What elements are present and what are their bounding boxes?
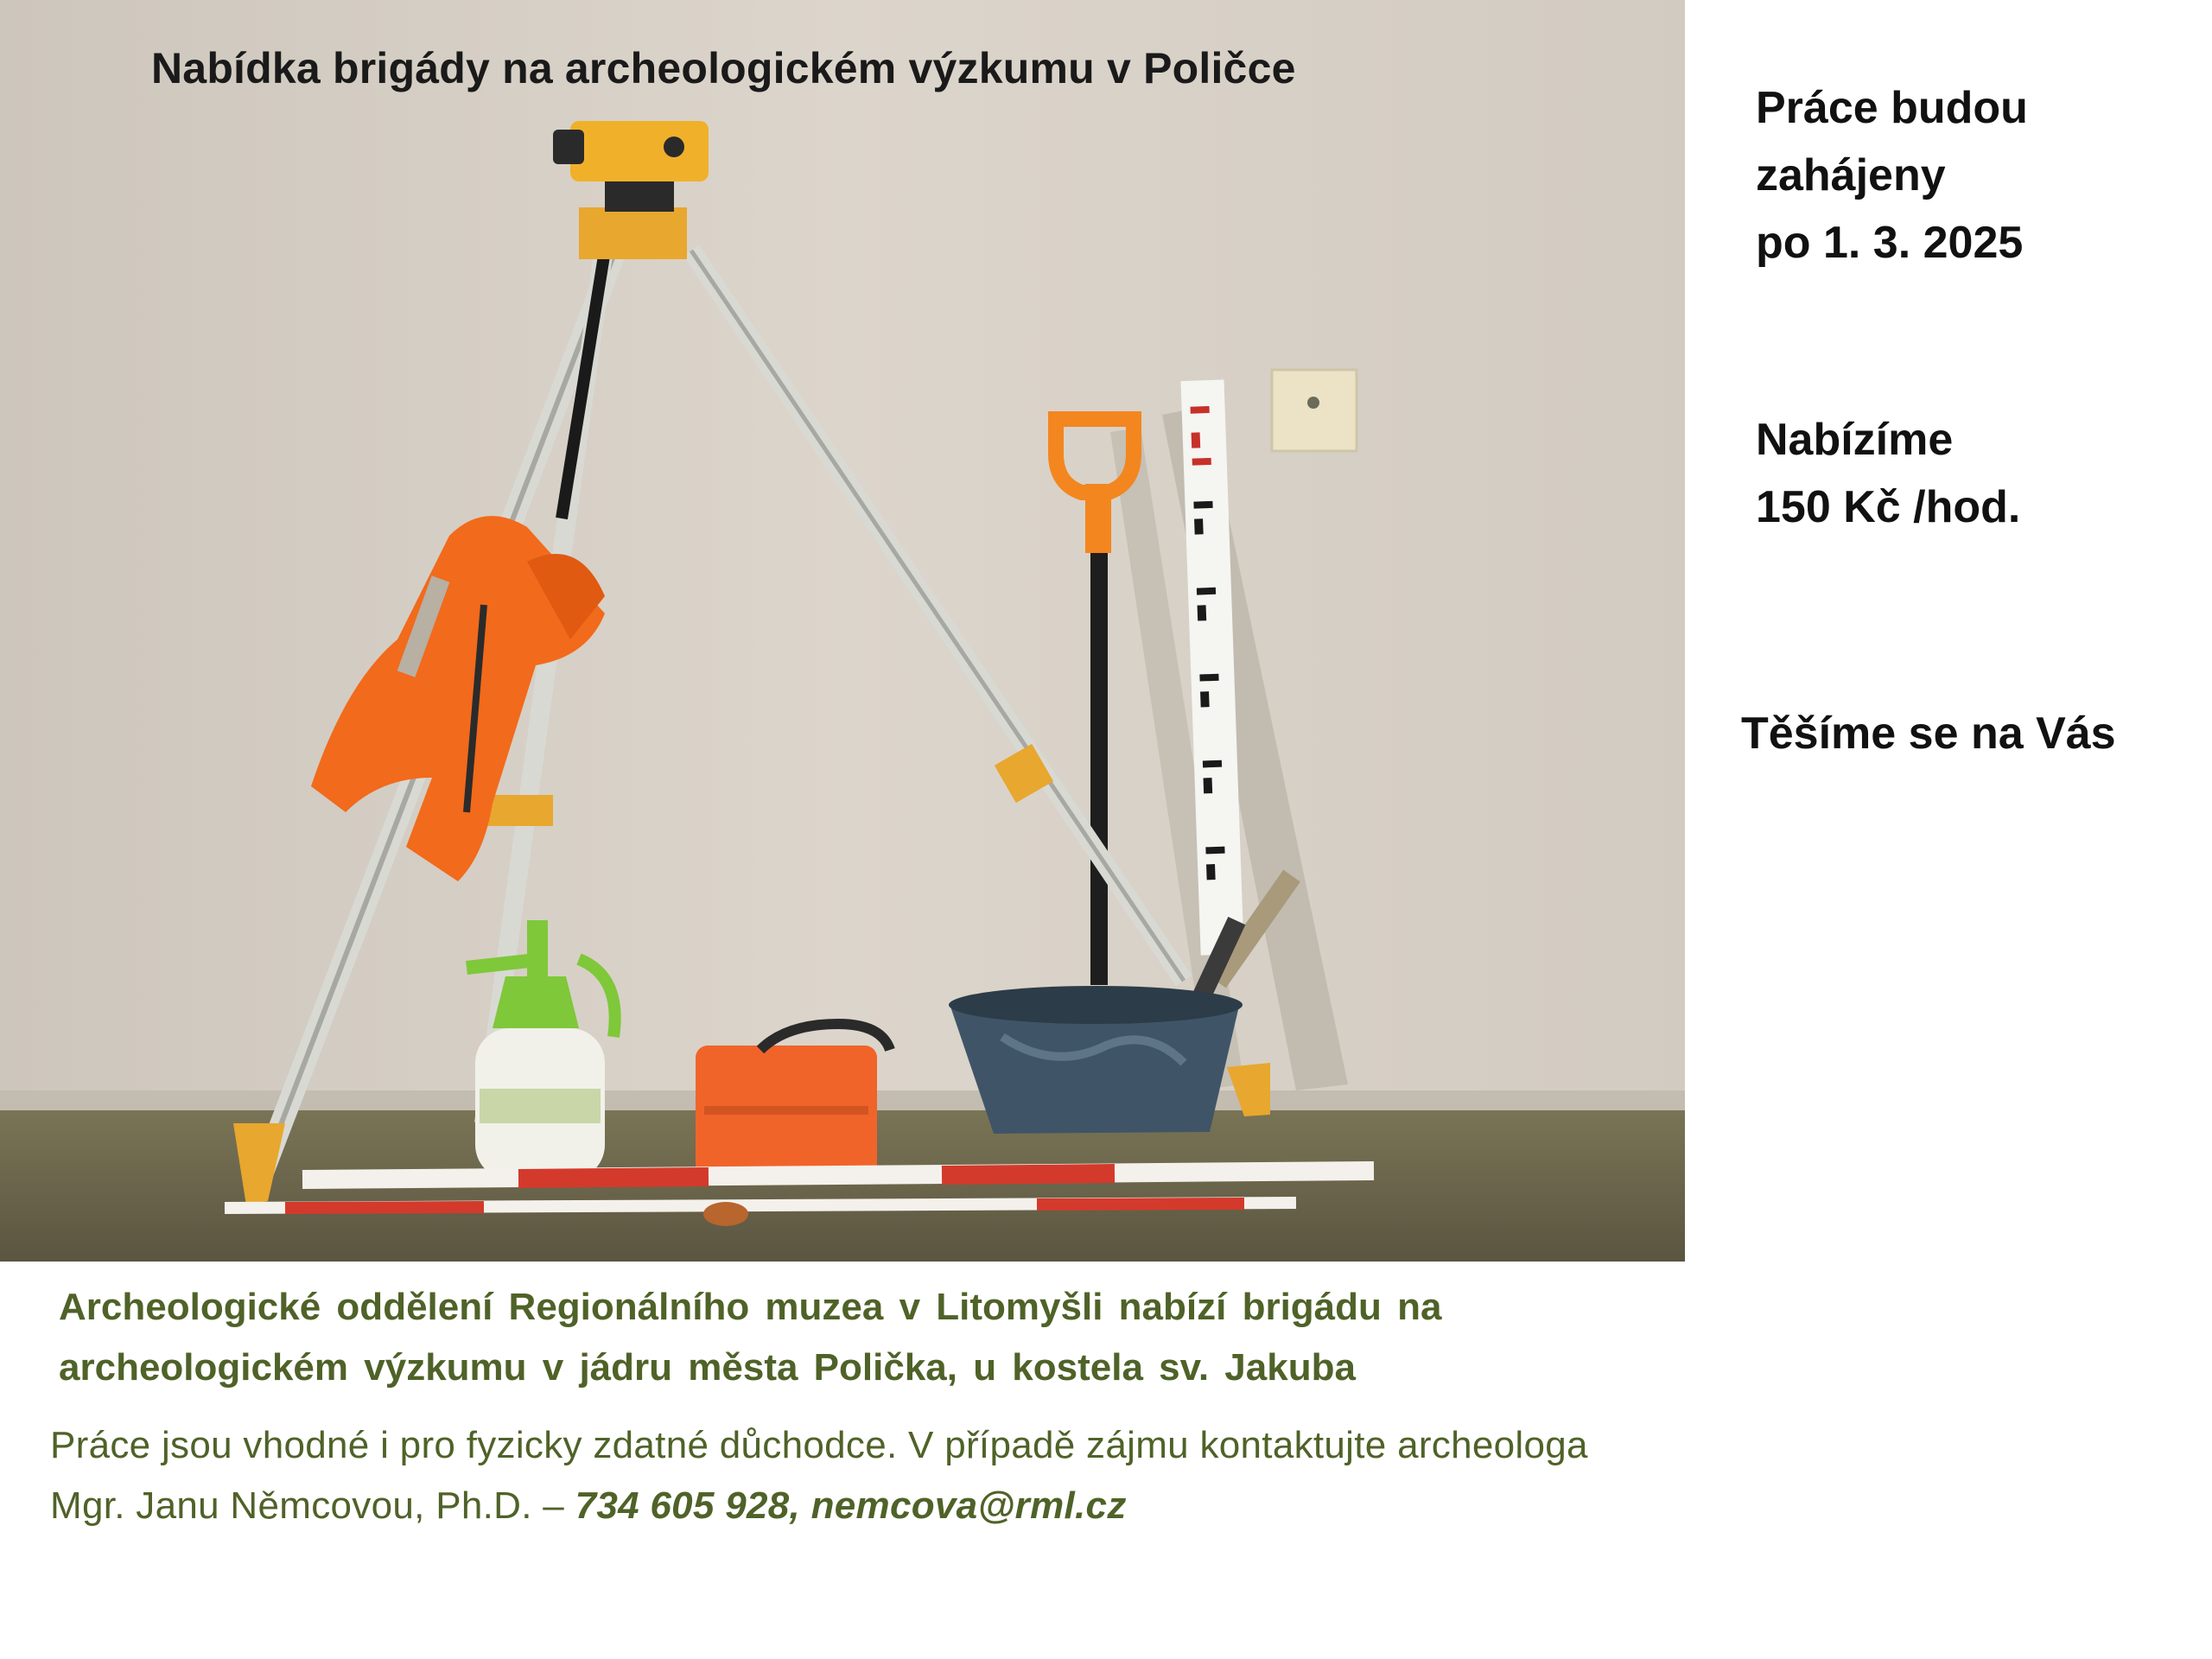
page-title: Nabídka brigády na archeologickém výzkumu v Poličce (151, 44, 1296, 92)
contact-person: Mgr. Janu Němcovou, Ph.D. – (50, 1484, 575, 1527)
start-line: po 1. 3. 2025 (1756, 218, 2024, 268)
lead-paragraph (59, 1277, 1562, 1398)
start-date-block (1756, 74, 2028, 276)
pay-offer-block (1756, 406, 2020, 541)
contact-paragraph (50, 1415, 2124, 1536)
contact-details[interactable]: 734 605 928, nemcova@rml.cz (575, 1484, 1127, 1527)
bucket (949, 986, 1243, 1134)
note-line: Práce jsou vhodné i pro fyzicky zdatné důchodce. V případě zájmu kontaktujte archeologa (50, 1424, 1588, 1466)
note-line (50, 1476, 2124, 1536)
wall-plaque (1272, 370, 1357, 451)
lead-line: archeologickém výzkumu v jádru města Polička, u kostela sv. Jakuba (59, 1346, 1356, 1389)
greeting: Těšíme se na Vás (1741, 709, 2116, 759)
lead-line: Archeologické oddělení Regionálního muzea v Litomyšli nabízí brigádu na (59, 1286, 1442, 1328)
offer-line: Nabízíme (1756, 415, 1954, 465)
offer-line: 150 Kč /hod. (1756, 482, 2021, 532)
start-line: Práce budou (1756, 83, 2028, 133)
instrument-case (696, 1024, 890, 1184)
start-line: zahájeny (1756, 150, 1946, 200)
